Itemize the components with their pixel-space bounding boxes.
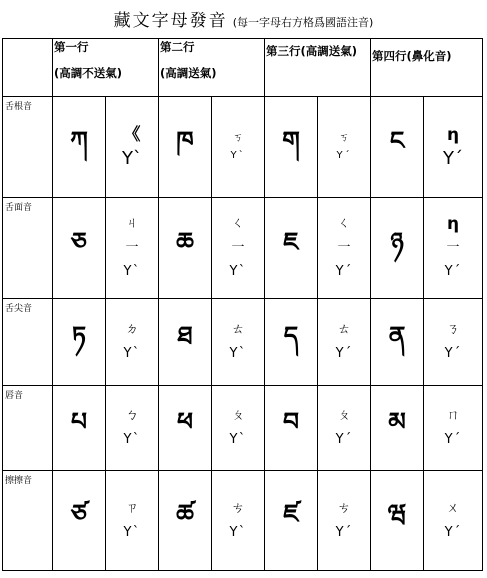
row-label-cell bbox=[3, 299, 53, 386]
tibetan-letter: ཚ bbox=[159, 471, 212, 571]
table-row bbox=[3, 198, 483, 299]
tone-mark: ˊ bbox=[344, 264, 352, 279]
tibetan-letter: ང bbox=[371, 97, 424, 198]
tibetan-letter: ཐ bbox=[159, 299, 212, 386]
bopomofo-cell bbox=[212, 97, 265, 198]
bopomofo-symbol: Yˋ bbox=[106, 260, 158, 284]
row-label: 唇音 bbox=[5, 391, 24, 401]
bopomofo-symbol: η bbox=[447, 125, 460, 145]
bopomofo-symbol: ㄋ bbox=[446, 322, 460, 337]
bopomofo-symbol: ㄎ bbox=[339, 133, 350, 144]
tibetan-letter: མ bbox=[371, 386, 424, 471]
bopomofo-symbol: ㄇ bbox=[446, 408, 460, 423]
bopomofo-symbol: ㄅ bbox=[125, 408, 139, 423]
tone-mark: ˊ bbox=[344, 150, 350, 161]
bopomofo-symbol: Y ˋ bbox=[212, 147, 264, 164]
tone-mark: ˋ bbox=[238, 524, 246, 540]
bopomofo-cell bbox=[424, 299, 483, 386]
row-label: 舌面音 bbox=[5, 203, 33, 213]
tone-mark: ˊ bbox=[453, 264, 461, 279]
bopomofo-symbol: ㄗ bbox=[125, 500, 139, 516]
bopomofo-symbol: Yˋ bbox=[212, 260, 264, 284]
tone-mark: ˋ bbox=[238, 264, 246, 279]
row-label: 舌根音 bbox=[5, 102, 33, 112]
tibetan-letter: ཙ bbox=[53, 471, 106, 571]
tone-mark: ˋ bbox=[133, 148, 142, 169]
bopomofo-cell bbox=[318, 299, 371, 386]
bopomofo-cell bbox=[424, 471, 483, 571]
tibetan-letter: ཕ bbox=[159, 386, 212, 471]
tibetan-letter: ཛ bbox=[265, 471, 318, 571]
bopomofo-cell bbox=[318, 97, 371, 198]
table-row bbox=[3, 471, 483, 571]
bopomofo-symbol: ㄆ bbox=[231, 408, 245, 423]
bopomofo-cell bbox=[318, 198, 371, 299]
bopomofo-cell bbox=[212, 386, 265, 471]
bopomofo-symbol: ㄘ bbox=[337, 500, 351, 516]
bopomofo-symbol: Yˋ bbox=[212, 521, 264, 545]
bopomofo-symbol: Yˊ bbox=[424, 521, 482, 545]
bopomofo-symbol: Yˋ bbox=[212, 428, 264, 452]
bopomofo-symbol: Yˊ bbox=[424, 260, 482, 284]
tone-mark: ˊ bbox=[454, 148, 464, 169]
header-col-1: 第一行 (高調不送氣) bbox=[53, 39, 159, 97]
bopomofo-symbol: Yˋ bbox=[122, 148, 142, 169]
tibetan-letter: པ bbox=[53, 386, 106, 471]
bopomofo-cell bbox=[212, 198, 265, 299]
bopomofo-symbol: ㄊ bbox=[231, 322, 245, 337]
row-label-cell bbox=[3, 97, 53, 198]
header-col-3: 第三行(高調送氣) bbox=[265, 39, 371, 97]
header-col-2: 第二行 (高調送氣) bbox=[159, 39, 265, 97]
bopomofo-symbol: 一 bbox=[446, 240, 460, 255]
bopomofo-symbol: Yˋ bbox=[212, 342, 264, 366]
bopomofo-symbol: Yˊ bbox=[318, 428, 370, 452]
bopomofo-symbol: Yˋ bbox=[106, 428, 158, 452]
bopomofo-symbol: Y ˊ bbox=[318, 147, 370, 164]
bopomofo-symbol: ㄐ bbox=[125, 216, 139, 231]
tibetan-letter: ཀ bbox=[53, 97, 106, 198]
tone-mark: ˊ bbox=[453, 432, 461, 447]
row-label: 擦擦音 bbox=[5, 476, 33, 486]
row-label-cell bbox=[3, 386, 53, 471]
bopomofo-symbol: Yˊ bbox=[443, 148, 464, 169]
bopomofo-symbol: Yˊ bbox=[318, 260, 370, 284]
bopomofo-symbol: ㄉ bbox=[125, 322, 139, 337]
tone-mark: ˊ bbox=[344, 346, 352, 361]
tone-mark: ˊ bbox=[453, 524, 461, 540]
bopomofo-cell bbox=[106, 386, 159, 471]
bopomofo-symbol: ㄨ bbox=[446, 500, 460, 516]
bopomofo-symbol: 一 bbox=[231, 240, 245, 255]
tone-mark: ˋ bbox=[132, 432, 140, 447]
bopomofo-symbol: ㄎ bbox=[233, 133, 244, 144]
tibetan-letter: ཇ bbox=[265, 198, 318, 299]
bopomofo-cell bbox=[106, 198, 159, 299]
tibetan-letter: བ bbox=[265, 386, 318, 471]
tibetan-letter: ད bbox=[265, 299, 318, 386]
header-row bbox=[3, 39, 483, 97]
tibetan-letter: ན bbox=[371, 299, 424, 386]
tone-mark: ˋ bbox=[132, 264, 140, 279]
bopomofo-cell bbox=[424, 198, 483, 299]
tibetan-letter: ཆ bbox=[159, 198, 212, 299]
bopomofo-symbol: Yˋ bbox=[106, 342, 158, 366]
bopomofo-symbol: ㄘ bbox=[231, 500, 245, 516]
title-sub: (每一字母右方格爲國語注音) bbox=[232, 16, 374, 29]
bopomofo-cell bbox=[318, 386, 371, 471]
tibetan-letter: ཉ bbox=[371, 198, 424, 299]
tibetan-letter: ཝ bbox=[371, 471, 424, 571]
bopomofo-cell bbox=[106, 97, 159, 198]
tibetan-letter: ཅ bbox=[53, 198, 106, 299]
bopomofo-symbol: Yˊ bbox=[424, 428, 482, 452]
bopomofo-symbol: ㄊ bbox=[337, 322, 351, 337]
tibetan-letter: ག bbox=[265, 97, 318, 198]
row-label-cell bbox=[3, 198, 53, 299]
bopomofo-cell bbox=[424, 386, 483, 471]
bopomofo-cell bbox=[212, 299, 265, 386]
bopomofo-symbol: 一 bbox=[337, 240, 351, 255]
tone-mark: ˊ bbox=[453, 346, 461, 361]
bopomofo-cell bbox=[106, 299, 159, 386]
row-label-cell bbox=[3, 471, 53, 571]
bopomofo-symbol: η bbox=[447, 214, 460, 234]
row-label: 舌尖音 bbox=[5, 304, 33, 314]
bopomofo-cell bbox=[424, 97, 483, 198]
tone-mark: ˋ bbox=[132, 346, 140, 361]
tone-mark: ˊ bbox=[344, 432, 352, 447]
bopomofo-symbol: Yˊ bbox=[424, 342, 482, 366]
tone-mark: ˋ bbox=[238, 432, 246, 447]
bopomofo-symbol: Yˊ bbox=[318, 342, 370, 366]
page-title bbox=[0, 6, 487, 31]
tone-mark: ˋ bbox=[238, 346, 246, 361]
tone-mark: ˋ bbox=[238, 150, 244, 161]
bopomofo-cell bbox=[212, 471, 265, 571]
alphabet-table bbox=[2, 38, 483, 571]
table-row bbox=[3, 386, 483, 471]
header-col-4: 第四行(鼻化音) bbox=[371, 39, 483, 97]
bopomofo-symbol: ㄑ bbox=[231, 216, 245, 231]
bopomofo-cell bbox=[318, 471, 371, 571]
bopomofo-symbol: Yˊ bbox=[318, 521, 370, 545]
bopomofo-symbol: 《 bbox=[123, 125, 141, 145]
bopomofo-symbol: ㄑ bbox=[337, 216, 351, 231]
table-row bbox=[3, 299, 483, 386]
bopomofo-symbol: Yˋ bbox=[106, 521, 158, 545]
corner-cell bbox=[3, 39, 53, 97]
title-main: 藏文字母發音 bbox=[113, 11, 228, 31]
table-row bbox=[3, 97, 483, 198]
tone-mark: ˊ bbox=[344, 524, 352, 540]
tibetan-letter: ཁ bbox=[159, 97, 212, 198]
bopomofo-symbol: ㄆ bbox=[337, 408, 351, 423]
tone-mark: ˋ bbox=[132, 524, 140, 540]
bopomofo-cell bbox=[106, 471, 159, 571]
tibetan-letter: ཏ bbox=[53, 299, 106, 386]
bopomofo-symbol: 一 bbox=[125, 240, 139, 255]
